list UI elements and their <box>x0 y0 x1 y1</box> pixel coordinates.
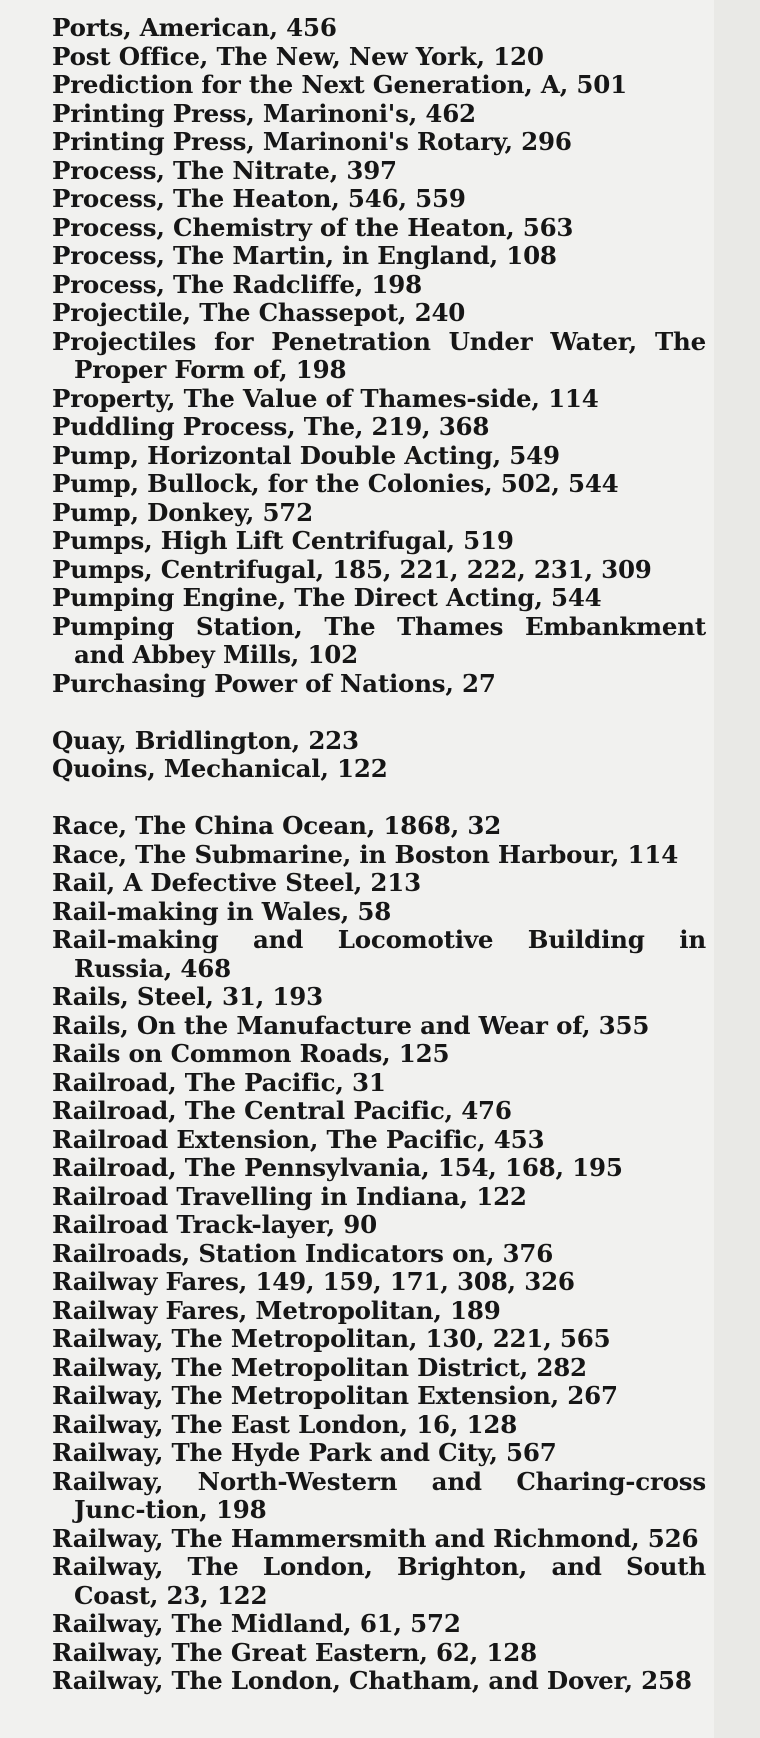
index-entry: Railway, The Midland, 61, 572 <box>52 1609 461 1638</box>
index-entry: Projectiles for Penetration Under Water, The Proper Form of, 198 <box>52 326 706 384</box>
index-entry: Railroad Extension, The Pacific, 453 <box>52 1124 545 1154</box>
index-entry: Railway, The Metropolitan Extension, 267 <box>52 1381 618 1410</box>
index-entry: Railway Fares, Metropolitan, 189 <box>52 1295 501 1325</box>
index-entry: Process, The Martin, in England, 108 <box>52 241 557 270</box>
index-entry: Pump, Donkey, 572 <box>52 497 314 527</box>
index-entry: Rails on Common Roads, 125 <box>52 1039 450 1068</box>
index-entry: Pump, Bullock, for the Colonies, 502, 544 <box>52 469 619 498</box>
index-entry: Rails, On the Manufacture and Wear of, 355 <box>52 1010 650 1040</box>
index-entry: Projectile, The Chassepot, 240 <box>52 298 466 327</box>
index-entry: Railroad, The Pennsylvania, 154, 168, 195 <box>52 1153 623 1182</box>
section-gap <box>52 698 706 727</box>
index-entry: Railroad Travelling in Indiana, 122 <box>52 1181 527 1211</box>
index-entry: Purchasing Power of Nations, 27 <box>52 668 496 698</box>
index-entry: Race, The Submarine, in Boston Harbour, 114 <box>52 839 679 869</box>
index-entry: Railroad Track-layer, 90 <box>52 1210 377 1239</box>
index-entry: Race, The China Ocean, 1868, 32 <box>52 811 502 840</box>
index-entry: Railway, North-Western and Charing-cross Junc-tion, 198 <box>52 1466 706 1524</box>
index-entry: Process, The Radcliffe, 198 <box>52 269 422 299</box>
index-entry: Railway, The Hyde Park and City, 567 <box>52 1438 557 1467</box>
index-entry: Quay, Bridlington, 223 <box>52 725 359 755</box>
index-entry: Railway, The London, Brighton, and South Coast, 23, 122 <box>52 1552 706 1610</box>
index-entry: Railway, The East London, 16, 128 <box>52 1409 518 1439</box>
index-entry: Post Office, The New, New York, 120 <box>52 41 544 71</box>
index-entry: Printing Press, Marinoni's Rotary, 296 <box>52 127 572 156</box>
index-entry: Process, Chemistry of the Heaton, 563 <box>52 212 574 242</box>
index-entry: Puddling Process, The, 219, 368 <box>52 412 490 441</box>
index-entry: Railway, The Hammersmith and Richmond, 526 <box>52 1523 699 1553</box>
index-entry: Process, The Nitrate, 397 <box>52 155 397 185</box>
index-entry: Pumps, Centrifugal, 185, 221, 222, 231, 309 <box>52 554 652 584</box>
index-entry: Railway, The Metropolitan District, 282 <box>52 1352 587 1382</box>
index-list <box>52 14 706 1696</box>
index-entry: Ports, American, 456 <box>52 13 337 42</box>
section-gap <box>52 784 706 813</box>
index-entry: Pumping Engine, The Direct Acting, 544 <box>52 583 602 612</box>
index-entry: Rail-making in Wales, 58 <box>52 896 392 926</box>
index-entry: Railway, The London, Chatham, and Dover, 258 <box>52 1666 692 1695</box>
page-edge <box>714 0 760 1738</box>
index-entry: Rail-making and Locomotive Building in Russia, 468 <box>52 925 706 983</box>
index-entry: Railway, The Metropolitan, 130, 221, 565 <box>52 1324 611 1353</box>
index-entry: Pumping Station, The Thames Embankment and Abbey Mills, 102 <box>52 611 706 669</box>
index-entry: Railroad, The Central Pacific, 476 <box>52 1096 512 1125</box>
index-entry: Pumps, High Lift Centrifugal, 519 <box>52 526 514 555</box>
index-entry: Prediction for the Next Generation, A, 501 <box>52 70 627 99</box>
index-entry: Process, The Heaton, 546, 559 <box>52 184 466 213</box>
index-entry: Rails, Steel, 31, 193 <box>52 982 323 1011</box>
index-entry: Railway Fares, 149, 159, 171, 308, 326 <box>52 1267 575 1296</box>
index-entry: Printing Press, Marinoni's, 462 <box>52 98 476 128</box>
index-entry: Rail, A Defective Steel, 213 <box>52 868 421 897</box>
index-entry: Quoins, Mechanical, 122 <box>52 754 388 783</box>
index-entry: Property, The Value of Thames-side, 114 <box>52 383 599 413</box>
index-entry: Railway, The Great Eastern, 62, 128 <box>52 1637 537 1667</box>
index-entry: Pump, Horizontal Double Acting, 549 <box>52 440 560 470</box>
index-entry: Railroads, Station Indicators on, 376 <box>52 1238 554 1268</box>
index-entry: Railroad, The Pacific, 31 <box>52 1067 386 1097</box>
